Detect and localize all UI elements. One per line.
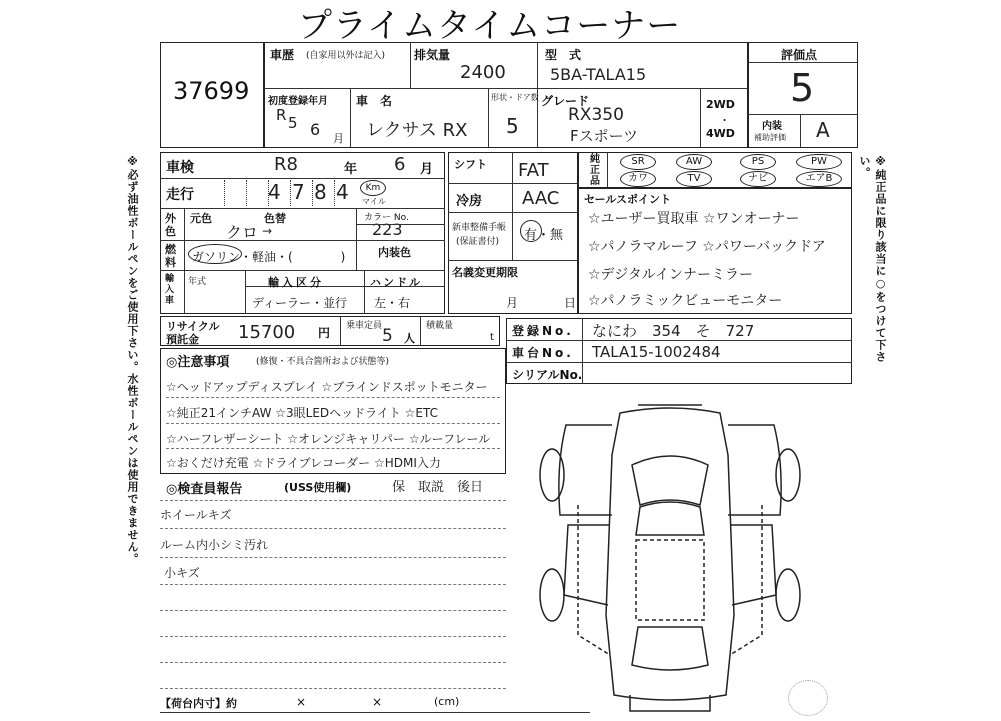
genuine-pw: PW [796,154,842,170]
model-label: 型 式 [545,48,582,62]
inspector-line: 小キズ [164,566,200,580]
first-reg-month: 6 [310,120,321,139]
fuel-options: ガソリン・軽油・( ) [192,250,346,264]
history-note: (自家用以外は記入) [306,51,386,61]
rating-value: 5 [790,66,815,110]
import-class-value: ディーラー・並行 [252,296,348,310]
fuel-selected-circle [188,244,242,264]
color-orig-label: 元色 [190,212,212,225]
grade-value-1: RX350 [568,105,624,125]
import-handle-label: ハンドル [370,276,422,289]
recycle-value: 15700 [238,322,296,343]
sales-point-line: ☆パノラミックビューモニター [588,293,783,309]
genuine-ps: PS [740,154,776,170]
first-reg-era: R [276,106,287,124]
mileage-digit: 8 [314,180,327,204]
inspection-year-unit: 年 [344,162,358,177]
first-reg-year: 5 [288,114,298,132]
notes-line: ☆純正21インチAW ☆3眼LEDヘッドライト ☆ETC [166,406,438,420]
maint-label-2: (保証書付) [456,237,500,247]
drive-dot: ・ [719,114,730,127]
color-change-label: 色替 [264,212,286,225]
cargo-x1: × [296,695,307,709]
first-reg-label: 初度登録年月 [268,96,328,107]
genuine-tv: TV [676,171,712,187]
serial-label: シリアルNo. [512,368,583,382]
lot-number: 37699 [173,77,250,105]
maint-label-1: 新車整備手帳 [452,223,507,233]
right-note: ※純正品に限り該当に○をつけて下さい。 [858,155,887,363]
registration-value: なにわ 354 そ 727 [592,322,755,340]
color-side-label: 外色 [165,212,176,238]
sales-points-label: セールスポイント [584,193,672,206]
chassis-label: 車台No. [512,346,574,360]
name-change-label: 名義変更期限 [452,266,518,279]
car-diagram [520,395,820,715]
interior-sub: 補助評価 [754,133,786,142]
mileage-km-unit: Km [360,180,386,196]
rating-label: 評価点 [781,48,818,62]
name-change-day: 日 [564,296,577,310]
inspector-value: 保 取説 後日 [392,480,484,495]
model-value: 5BA-TALA15 [550,65,647,84]
maint-selected-circle [520,220,542,242]
grade-value-2: Fスポーツ [570,127,639,145]
mileage-digit: 7 [292,180,305,204]
stamp-circle [788,680,828,716]
capacity-label: 乗車定員 [346,321,383,331]
inspection-label: 車検 [166,160,194,176]
notes-line: ☆おくだけ充電 ☆ドライブレコーダー ☆HDMI入力 [166,456,441,470]
inspection-month-unit: 月 [420,162,434,177]
page-title: プライムタイムコーナー [298,6,682,46]
interior-value: A [816,118,830,142]
genuine-label: 純正品 [590,154,600,187]
import-class-label: 輸入区分 [268,276,324,289]
load-unit: t [490,332,494,343]
mileage-mile-unit: マイル [362,197,386,206]
sales-point-line: ☆パノラマルーフ ☆パワーバックドア [588,239,826,255]
genuine-leather: カワ [620,171,656,187]
interior-label: 内装 [762,121,782,132]
aircon-value: AAC [522,188,560,209]
import-handle-value: 左・右 [374,296,411,310]
genuine-navi: ナビ [740,171,776,187]
notes-line: ☆ヘッドアップディスプレイ ☆ブラインドスポットモニター [166,380,488,394]
car-name-label: 車 名 [356,94,393,108]
color-orig-value: クロ [226,223,259,242]
mileage-digit-boxes [224,180,354,206]
shift-label: シフト [454,158,487,171]
inspector-line: ホイールキズ [160,508,232,522]
notes-label: ◎注意事項 [166,355,230,370]
displacement-label: 排気量 [414,48,451,62]
import-side-label: 輸入車 [165,274,175,306]
drive-4wd: 4WD [706,127,735,140]
mileage-digit: 4 [268,180,281,204]
maint-value: 有・無 [524,228,564,243]
cargo-x2: × [372,695,383,709]
color-code-value: 223 [372,220,403,239]
capacity-value: 5 [382,326,393,346]
displacement-value: 2400 [460,62,506,83]
car-name-value: レクサス RX [366,120,468,141]
inspector-line: ルーム内小シミ汚れ [160,538,269,552]
genuine-aw: AW [676,154,712,170]
genuine-airbag: エアB [796,171,842,187]
grade-label: グレード [541,94,590,108]
import-year-label: 年式 [188,277,207,287]
shift-value: FAT [518,160,549,181]
lot-box [160,42,264,148]
registration-label: 登録No. [512,324,574,338]
mileage-digit: 4 [336,180,349,204]
doors-label: 形状・ドア数 [491,93,539,102]
first-reg-month-unit: 月 [333,132,344,145]
inspector-label: ◎検査員報告 [166,482,243,497]
sales-point-line: ☆デジタルインナーミラー [588,267,754,283]
inspector-sub: (USS使用欄) [284,481,352,494]
aircon-label: 冷房 [456,194,483,209]
color-code-label: カラー No. [364,213,409,223]
inspection-era: R8 [274,154,298,175]
left-note: ※必ず油性ボールペンをご使用下さい。水性ボールペンは使用できません。 [126,155,139,565]
load-label: 積載量 [426,321,454,331]
fuel-side-label: 燃料 [165,243,176,269]
cargo-unit: (cm) [434,695,460,708]
color-interior-label: 内装色 [378,246,411,259]
recycle-label-1: リサイクル [166,320,220,333]
color-change-value: → [262,224,273,238]
recycle-label-2: 預託金 [166,333,199,346]
mileage-label: 走行 [166,187,194,203]
history-label: 車歴 [270,48,295,62]
notes-line: ☆ハーフレザーシート ☆オレンジキャリパー ☆ルーフレール [166,432,491,446]
doors-value: 5 [506,114,519,138]
recycle-unit: 円 [318,326,331,340]
chassis-value: TALA15-1002484 [592,343,721,361]
name-change-month: 月 [506,296,519,310]
cargo-label: 【荷台内寸】約 [160,697,237,710]
inspection-month: 6 [394,154,406,175]
notes-sub: (修復・不具合箇所および状態等) [256,357,390,367]
sales-point-line: ☆ユーザー買取車 ☆ワンオーナー [588,211,800,227]
capacity-unit: 人 [404,332,415,345]
genuine-sr: SR [620,154,656,170]
drive-2wd: 2WD [706,98,735,111]
